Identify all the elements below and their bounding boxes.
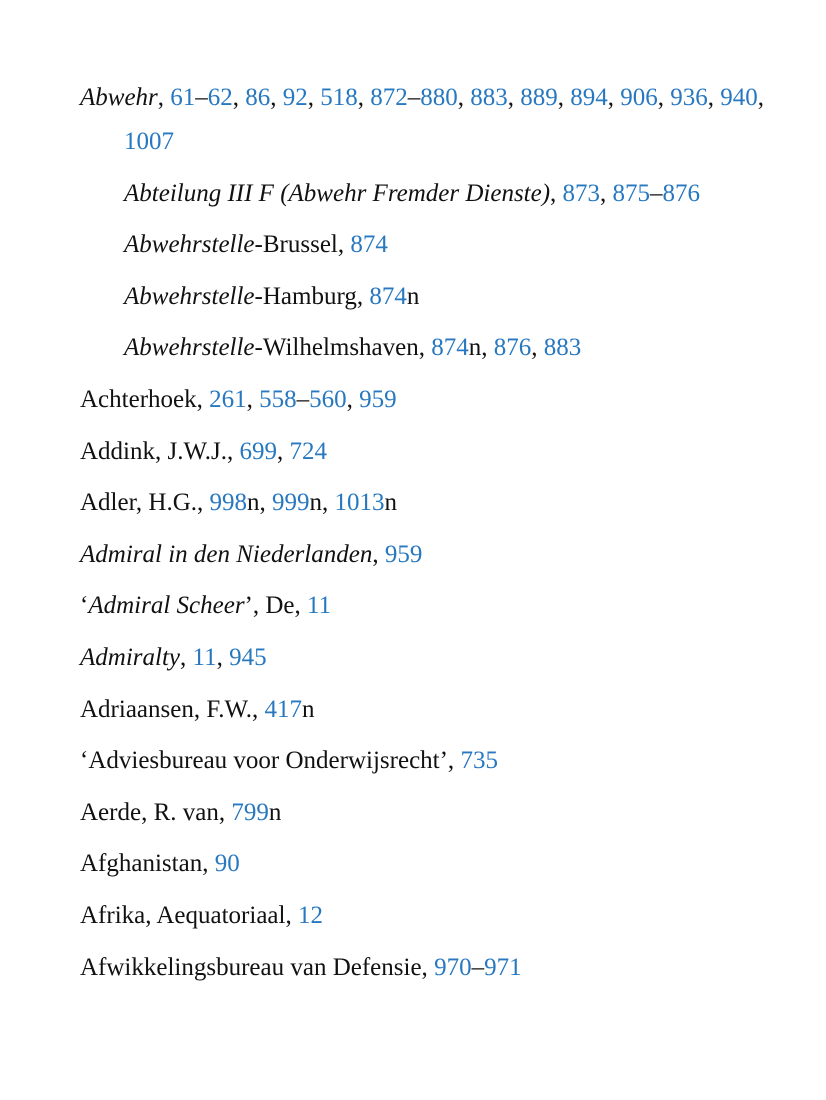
page-reference-link[interactable]: 875 (612, 179, 651, 207)
entry-text: , (557, 84, 571, 111)
entry-text: , (180, 643, 193, 671)
entry-text: n (268, 798, 282, 826)
page-reference-link[interactable]: 874 (350, 231, 388, 259)
index-subentry (80, 223, 780, 267)
page-reference-link[interactable]: 90 (214, 850, 240, 878)
page-reference-link[interactable]: 959 (359, 385, 397, 413)
entry-text: , (357, 84, 371, 111)
entry-term-italic: Abteilung III F (Abwehr Fremder Dienste) (124, 179, 551, 207)
index-list (80, 76, 780, 997)
entry-text: , (457, 84, 471, 111)
entry-text: Adler, H.G., (80, 489, 210, 517)
entry-text: n, (247, 489, 273, 517)
index-entry (80, 946, 780, 990)
page-reference-link[interactable]: 880 (420, 84, 458, 111)
entry-term-italic: Abwehrstelle (124, 231, 255, 259)
index-entry (80, 76, 780, 164)
page-reference-link[interactable]: 799 (231, 798, 269, 826)
entry-text: ’, De, (244, 592, 308, 620)
entry-text: – (407, 84, 421, 111)
entry-text: , (372, 540, 385, 568)
page-reference-link[interactable]: 61 (170, 84, 196, 111)
page-reference-link[interactable]: 876 (493, 334, 532, 362)
page-reference-link[interactable]: 971 (484, 953, 522, 981)
page-reference-link[interactable]: 86 (245, 84, 271, 111)
entry-text: , (307, 84, 321, 111)
page-reference-link[interactable]: 999 (272, 489, 310, 517)
page-reference-link[interactable]: 936 (670, 84, 708, 111)
page-reference-link[interactable]: 873 (562, 179, 601, 207)
entry-text: -Hamburg, (254, 282, 370, 310)
index-entry (80, 378, 780, 422)
page-reference-link[interactable]: 92 (282, 84, 308, 111)
entry-text: , (157, 84, 171, 111)
entry-text: , (550, 179, 563, 207)
entry-text: , (232, 84, 246, 111)
page-reference-link[interactable]: 417 (264, 695, 303, 723)
index-entry (80, 481, 780, 525)
entry-term-italic: Abwehrstelle (124, 334, 255, 362)
index-subentry (80, 172, 780, 216)
index-entry (80, 739, 780, 783)
page-reference-link[interactable]: 11 (307, 592, 332, 620)
index-entry (80, 584, 780, 628)
index-entry (80, 894, 780, 938)
entry-text: n (302, 695, 315, 723)
entry-text: – (296, 385, 310, 413)
entry-text: Afghanistan, (80, 850, 215, 878)
entry-text: Afwikkelingsbureau van Defensie, (80, 953, 435, 981)
entry-text: , (657, 84, 671, 111)
entry-text: n (406, 282, 420, 310)
entry-text: , (531, 334, 544, 362)
entry-text: , (346, 385, 360, 413)
page-reference-link[interactable]: 889 (520, 84, 558, 111)
page-reference-link[interactable]: 12 (297, 901, 323, 929)
entry-text: ‘Adviesbureau voor Onderwijsrecht’, (80, 747, 461, 775)
index-entry (80, 533, 780, 577)
index-entry (80, 791, 780, 835)
page-reference-link[interactable]: 699 (239, 437, 278, 465)
entry-text: ‘ (80, 592, 89, 620)
page-reference-link[interactable]: 261 (209, 385, 247, 413)
entry-text: , (277, 437, 290, 465)
page-reference-link[interactable]: 560 (309, 385, 347, 413)
entry-text: , (216, 643, 230, 671)
entry-text: , (270, 84, 283, 111)
entry-text: , (607, 84, 621, 111)
entry-term-italic: Admiralty (80, 643, 180, 671)
index-entry (80, 688, 780, 732)
entry-text: , (707, 84, 721, 111)
page-reference-link[interactable]: 874 (369, 282, 407, 310)
page-reference-link[interactable]: 883 (470, 84, 508, 111)
entry-text: n (384, 489, 398, 517)
page-reference-link[interactable]: 62 (207, 84, 233, 111)
page-reference-link[interactable]: 906 (620, 84, 658, 111)
page-reference-link[interactable]: 874 (431, 334, 469, 362)
page-reference-link[interactable]: 876 (662, 179, 701, 207)
entry-text: -Wilhelmshaven, (254, 334, 432, 362)
page-reference-link[interactable]: 894 (570, 84, 608, 111)
entry-text: , (600, 179, 613, 207)
entry-text: Adriaansen, F.W., (80, 695, 265, 723)
entry-text: Achterhoek, (80, 385, 210, 413)
entry-text: , (757, 84, 765, 111)
page-reference-link[interactable]: 558 (259, 385, 297, 413)
page-reference-link[interactable]: 735 (460, 747, 498, 775)
entry-text: Aerde, R. van, (80, 798, 232, 826)
entry-text: -Brussel, (254, 231, 351, 259)
page-reference-link[interactable]: 1007 (124, 128, 174, 155)
page-reference-link[interactable]: 1013 (334, 489, 385, 517)
page-reference-link[interactable]: 883 (543, 334, 582, 362)
entry-text: – (195, 84, 208, 111)
entry-term-italic: Abwehr (80, 84, 158, 111)
page-reference-link[interactable]: 998 (209, 489, 248, 517)
page-reference-link[interactable]: 940 (720, 84, 758, 111)
page-reference-link[interactable]: 724 (289, 437, 328, 465)
entry-term-italic: Admiral in den Niederlanden (80, 540, 373, 568)
index-entry (80, 636, 780, 680)
index-entry (80, 842, 780, 886)
index-entry (80, 430, 780, 474)
index-subentry (80, 275, 780, 319)
page-reference-link[interactable]: 970 (434, 953, 472, 981)
index-subentry (80, 326, 780, 370)
entry-text: – (650, 179, 663, 207)
entry-text: Afrika, Aequatoriaal, (80, 901, 298, 929)
entry-text: , (246, 385, 260, 413)
page-reference-link[interactable]: 872 (370, 84, 408, 111)
page-reference-link[interactable]: 959 (384, 540, 423, 568)
page-reference-link[interactable]: 945 (229, 643, 267, 671)
entry-text: , (507, 84, 521, 111)
entry-text: n, (309, 489, 335, 517)
entry-term-italic: Abwehrstelle (124, 282, 255, 310)
page-reference-link[interactable]: 11 (192, 643, 217, 671)
entry-term-italic: Admiral Scheer (88, 592, 245, 620)
entry-text: n, (468, 334, 494, 362)
page-reference-link[interactable]: 518 (320, 84, 358, 111)
entry-text: Addink, J.W.J., (80, 437, 240, 465)
entry-text: – (471, 953, 485, 981)
